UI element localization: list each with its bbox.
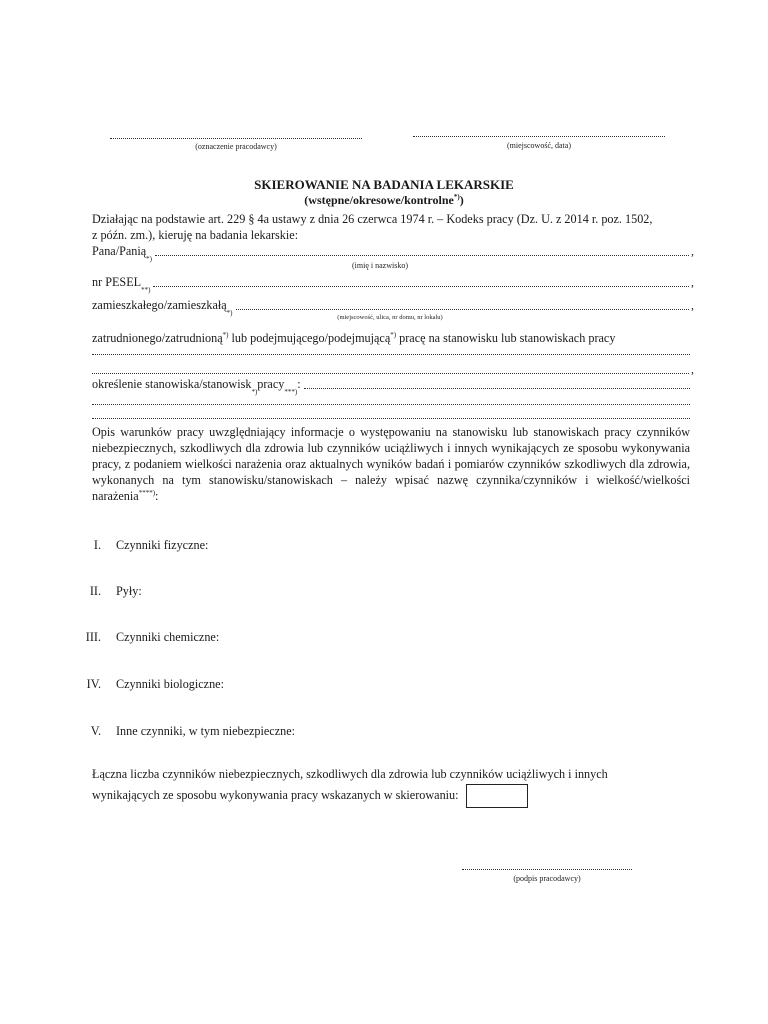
section-other bbox=[60, 724, 295, 739]
subtitle-text: (wstępne/okresowe/kontrolne bbox=[304, 193, 454, 207]
description-end: : bbox=[155, 489, 159, 503]
working-conditions-description bbox=[92, 424, 690, 504]
workplace-line-2[interactable] bbox=[92, 373, 689, 374]
employment-part-2: lub podejmującego/podejmującą bbox=[228, 331, 391, 345]
comma: , bbox=[691, 275, 694, 289]
section-label: Czynniki biologiczne: bbox=[116, 677, 224, 691]
workplace-line-1[interactable] bbox=[92, 354, 690, 355]
intro-line-1: Działając na podstawie art. 229 § 4a ustawy z dnia 26 czerwca 1974 r. – Kodeks pracy (Dz. U. z 2014 r. poz. 1502, bbox=[92, 212, 653, 226]
summary-line-2-row bbox=[92, 784, 528, 808]
section-label: Czynniki fizyczne: bbox=[116, 538, 209, 552]
position-row[interactable]: określenie stanowiska/stanowisk *) pracy ***) : bbox=[92, 377, 692, 392]
person-name-row[interactable]: Pana/Panią *) , bbox=[92, 244, 694, 263]
place-date-line bbox=[413, 136, 665, 137]
comma: , bbox=[691, 362, 694, 376]
position-label: określenie stanowiska/stanowisk bbox=[92, 377, 252, 391]
document-subtitle bbox=[0, 193, 768, 208]
employer-stamp-line bbox=[110, 138, 362, 139]
comma: , bbox=[691, 298, 694, 312]
employment-text bbox=[92, 330, 615, 346]
footnote-mark: ****) bbox=[138, 488, 156, 497]
person-name-label: Pana/Panią bbox=[92, 244, 147, 258]
position-field[interactable] bbox=[304, 388, 690, 389]
person-name-caption: (imię i nazwisko) bbox=[352, 261, 408, 270]
address-label: zamieszkałego/zamieszkałą bbox=[92, 298, 227, 312]
section-number: I. bbox=[93, 538, 101, 552]
section-biological bbox=[60, 677, 224, 692]
workplace-line-2-row[interactable] bbox=[92, 362, 694, 377]
footnote-mark: *) bbox=[222, 330, 229, 339]
employment-part-3: pracę na stanowisku lub stanowiskach pracy bbox=[396, 331, 616, 345]
employment-part-1: zatrudnionego/zatrudnioną bbox=[92, 331, 223, 345]
factor-count-box[interactable] bbox=[466, 784, 528, 808]
section-label: Pyły: bbox=[116, 584, 142, 598]
comma: , bbox=[691, 244, 694, 258]
address-caption: (miejscowość, ulica, nr domu, nr lokalu) bbox=[337, 314, 443, 321]
position-label-2: pracy bbox=[257, 377, 285, 391]
summary-line-2: wynikających ze sposobu wykonywania pracy wskazanych w skierowaniu: bbox=[92, 787, 459, 802]
section-label: Inne czynniki, w tym niebezpieczne: bbox=[116, 724, 296, 738]
place-date-caption: (miejscowość, data) bbox=[507, 141, 571, 150]
intro-line-2: z późn. zm.), kieruję na badania lekarskie: bbox=[92, 228, 299, 242]
signature-caption: (podpis pracodawcy) bbox=[513, 874, 581, 883]
pesel-label: nr PESEL bbox=[92, 275, 142, 289]
employer-stamp-caption: (oznaczenie pracodawcy) bbox=[195, 142, 277, 151]
position-line-2[interactable] bbox=[92, 404, 690, 405]
pesel-row[interactable]: nr PESEL **) , bbox=[92, 275, 694, 294]
address-field[interactable] bbox=[236, 309, 689, 310]
footnote-mark: *) bbox=[390, 330, 397, 339]
summary-line-1: Łączna liczba czynników niebezpiecznych, szkodliwych dla zdrowia lub czynników uciążliwych i innych bbox=[92, 767, 608, 781]
section-label: Czynniki chemiczne: bbox=[116, 630, 220, 644]
section-chemical bbox=[60, 630, 219, 645]
section-dusts bbox=[60, 584, 142, 599]
position-line-3[interactable] bbox=[92, 418, 690, 419]
section-number: III. bbox=[85, 630, 101, 644]
person-name-field[interactable] bbox=[155, 255, 689, 256]
section-number: IV. bbox=[86, 677, 101, 691]
subtitle-close: ) bbox=[459, 193, 464, 207]
footnote-mark: *) bbox=[453, 193, 460, 201]
section-number: II. bbox=[89, 584, 101, 598]
address-row[interactable]: zamieszkałego/zamieszkałą *) , bbox=[92, 298, 694, 317]
section-physical bbox=[60, 538, 208, 553]
position-colon: : bbox=[297, 377, 301, 391]
pesel-field[interactable] bbox=[153, 286, 689, 287]
document-title: SKIEROWANIE NA BADANIA LEKARSKIE bbox=[254, 177, 514, 192]
section-number: V. bbox=[90, 724, 101, 738]
description-text: Opis warunków pracy uwzględniający informacje o występowaniu na stanowisku lub stanowiskach pracy czynników niebezpiecznych, szkodliwych dla zdrowia lub czynników uciążliwych i innych wynikających ze sposobu wykonywania pracy, z podaniem wielkości narażenia oraz aktualnych wyników badań i pomiarów czynników szkodliwych dla zdrowia, wykonanych na tym stanowisku/stanowiskach – należy wpisać nazwę czynnika/czynników i wielkość/wielkości narażenia bbox=[92, 425, 690, 503]
signature-line[interactable] bbox=[462, 869, 632, 870]
